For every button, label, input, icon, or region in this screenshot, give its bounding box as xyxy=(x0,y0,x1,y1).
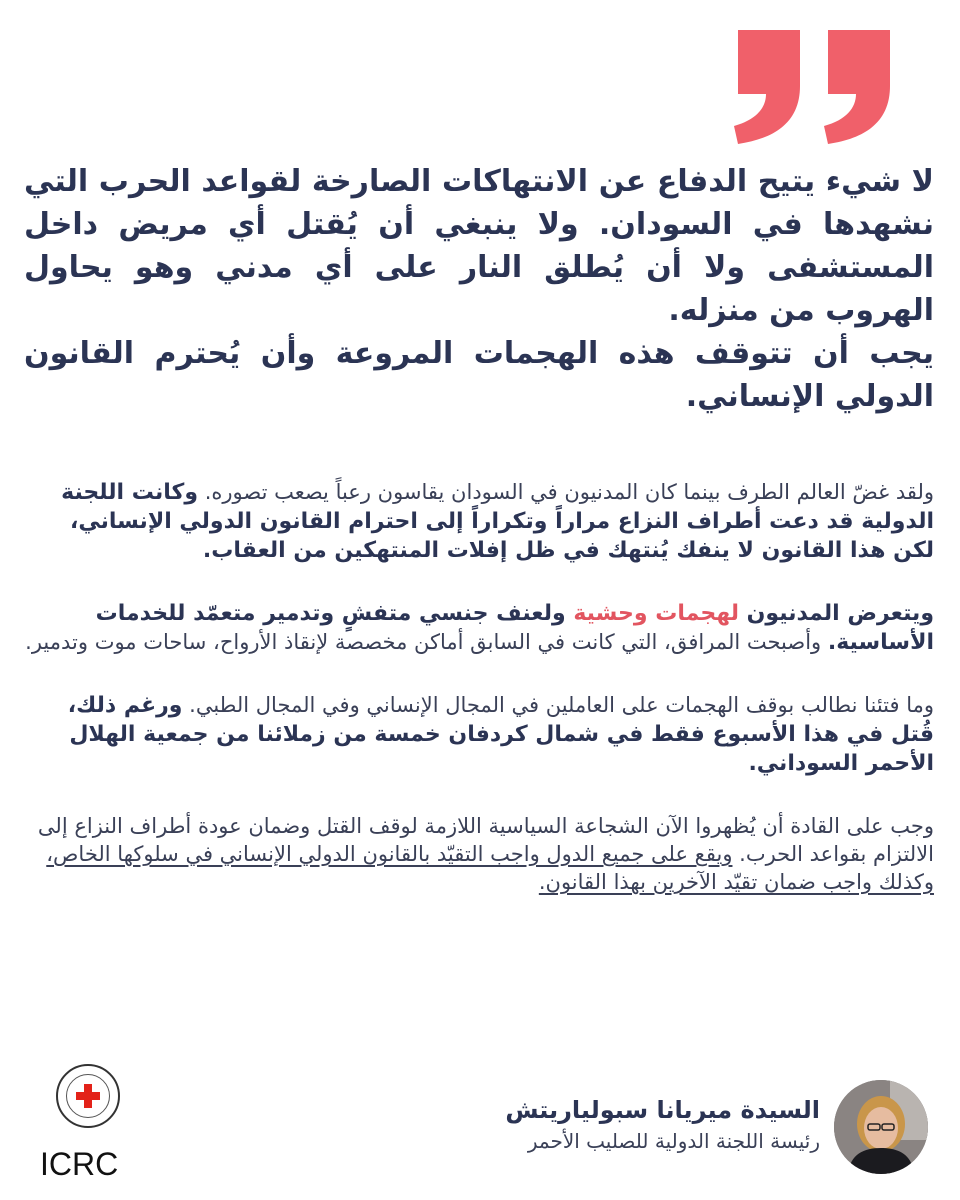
icrc-logo xyxy=(40,1064,140,1184)
paragraph-4 xyxy=(24,812,934,896)
icrc-wordmark: ICRC xyxy=(40,1146,119,1182)
portrait-image xyxy=(834,1080,928,1174)
signature-name: السيدة ميريانا سبولياريتش xyxy=(505,1096,820,1124)
signature xyxy=(300,1094,820,1156)
avatar xyxy=(834,1080,928,1174)
statement-body xyxy=(24,478,934,930)
paragraph-2-bold-a: ويتعرض المدنيون xyxy=(738,601,934,626)
paragraph-3-bold: ورغم ذلك، قُتل في هذا الأسبوع فقط في شمال كردفان خمسة من زملائنا من جمعية الهلال الأحمر السوداني. xyxy=(67,693,934,776)
paragraph-3 xyxy=(24,691,934,778)
paragraph-2 xyxy=(24,599,934,657)
quote-line-1: لا شيء يتيح الدفاع عن الانتهاكات الصارخة لقواعد الحرب التي نشهدها في السودان. ولا ينبغي أن يُقتل أي مريض داخل المستشفى ولا أن يُطلق النار على أي مدني وهو يحاول الهروب من منزله. xyxy=(24,164,934,328)
paragraph-1-bold: وكانت اللجنة الدولية قد دعت أطراف النزاع مراراً وتكراراً إلى احترام القانون الدولي الإنساني، لكن هذا القانون لا ينفك يُنتهك في ظل إفلات المنتهكين من العقاب. xyxy=(61,480,934,563)
signature-role: رئيسة اللجنة الدولية للصليب الأحمر xyxy=(527,1129,820,1153)
paragraph-1-regular: ولقد غضّ العالم الطرف بينما كان المدنيون في السودان يقاسون رعباً يصعب تصوره. xyxy=(198,480,934,504)
paragraph-4-regular: وجب على القادة أن يُظهروا الآن الشجاعة السياسية اللازمة لوقف القتل وضمان عودة أطراف النزاع إلى الالتزام بقواعد الحرب. xyxy=(37,814,934,866)
paragraph-4-underlined: ويقع على جميع الدول واجب التقيّد بالقانون الدولي الإنساني في سلوكها الخاص، وكذلك واجب ضمان تقيّد الآخرين بهذا القانون. xyxy=(46,842,934,894)
paragraph-3-regular: وما فتئنا نطالب بوقف الهجمات على العاملين في المجال الإنساني وفي المجال الطبي. xyxy=(182,693,934,717)
quote-text xyxy=(24,160,934,418)
paragraph-2-regular: وأصبحت المرافق، التي كانت في السابق أماكن مخصصة لإنقاذ الأرواح، ساحات موت وتدمير. xyxy=(25,630,828,654)
icrc-seal xyxy=(56,1064,120,1128)
paragraph-2-bold-b: ولعنف جنسي متفشٍ وتدمير متعمّد للخدمات الأساسية. xyxy=(95,601,934,655)
quote-mark-icon xyxy=(730,28,900,146)
quote-line-2: يجب أن تتوقف هذه الهجمات المروعة وأن يُحترم القانون الدولي الإنساني. xyxy=(24,336,934,414)
paragraph-2-highlight: لهجمات وحشية xyxy=(573,601,739,626)
paragraph-1 xyxy=(24,478,934,565)
